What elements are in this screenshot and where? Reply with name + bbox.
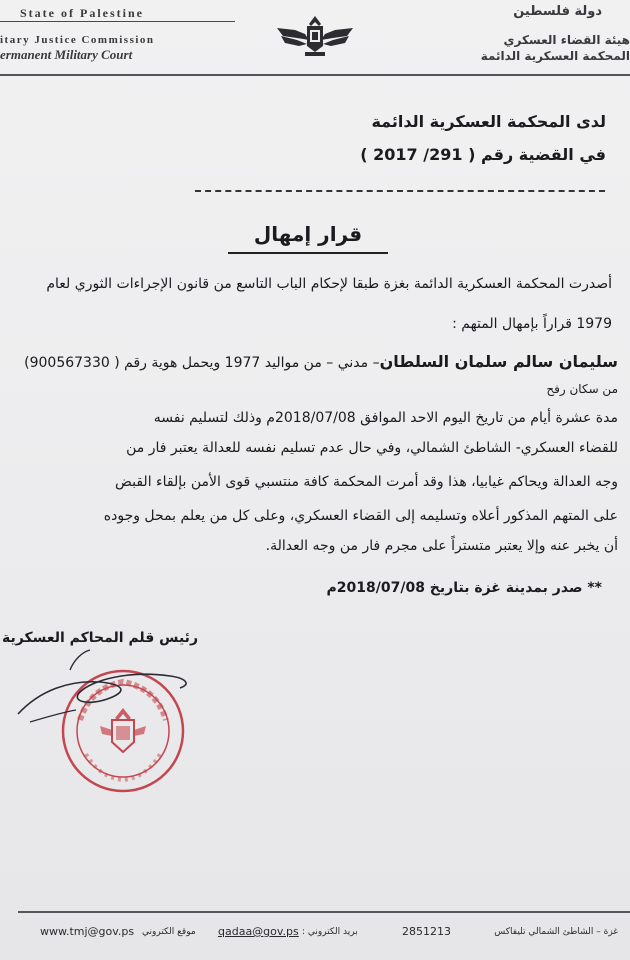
header-arabic	[400, 4, 630, 63]
palestine-eagle-emblem-icon	[275, 10, 355, 58]
body-line-7: للقضاء العسكري- الشاطئ الشمالي، وفي حال عدم تسليم نفسه للعدالة يعتبر فار من	[126, 440, 618, 456]
title-underline	[228, 252, 388, 254]
case-number: في القضية رقم ( 291/ 2017 )	[360, 145, 606, 164]
footer-divider	[18, 911, 630, 913]
issue-date: ** صدر بمدينة غزة بتاريخ 2018/07/08م	[326, 580, 602, 596]
footer-website-label: موقع الكتروني	[142, 927, 196, 937]
dashed-divider	[195, 190, 605, 192]
handwritten-signature-icon	[10, 640, 200, 740]
signer-title: رئيس قلم المحاكم العسكرية	[1, 630, 198, 646]
header-ar-commission: هيئة القضاء العسكري	[503, 33, 630, 47]
header-en-underline	[0, 21, 235, 22]
decision-title: قرار إمهال	[253, 222, 363, 246]
footer-fax: 2851213	[402, 925, 451, 938]
body-line-2: 1979 قراراً بإمهال المتهم :	[452, 316, 612, 332]
header-ar-court: المحكمة العسكرية الدائمة	[480, 49, 630, 63]
accused-line	[24, 352, 618, 371]
footer-address: غزة – الشاطئ الشمالي تليفاكس	[494, 927, 618, 937]
body-line-8: وجه العدالة ويحاكم غيابيا، هذا وقد أمرت المحكمة كافة منتسبي قوى الأمن بإلقاء القبض	[114, 474, 618, 490]
footer-email-label: بريد الكتروني :	[302, 927, 358, 937]
header-en-commission: itary Justice Commission	[0, 34, 155, 46]
body-line-6: مدة عشرة أيام من تاريخ اليوم الاحد الموافق 2018/07/08م وذلك لتسليم نفسه	[153, 410, 618, 426]
header-english	[0, 6, 250, 63]
header-ar-state: دولة فلسطين	[513, 4, 602, 19]
body-line-10: أن يخبر عنه وإلا يعتبر متستراً على مجرم فار من وجه العدالة.	[265, 538, 618, 554]
accused-name: سليمان سالم سلمان السلطان	[379, 352, 618, 371]
footer-email[interactable]: qadaa@gov.ps	[218, 925, 299, 938]
accused-details: – مدني – من مواليد 1977 ويحمل هوية رقم ( 900567330)	[24, 355, 380, 371]
court-name: لدى المحكمة العسكرية الدائمة	[371, 112, 606, 131]
accused-residence: من سكان رفح	[546, 382, 618, 396]
body-line-9: على المتهم المذكور أعلاه وتسليمه إلى القضاء العسكري، وعلى كل من يعلم بمحل وجوده	[103, 508, 618, 524]
header-en-court: ermanent Military Court	[0, 47, 133, 62]
footer-website[interactable]: www.tmj@gov.ps	[40, 925, 135, 938]
header-divider	[0, 74, 630, 76]
header-en-state: State of Palestine	[20, 6, 144, 20]
body-line-1: أصدرت المحكمة العسكرية الدائمة بغزة طبقا لإحكام الباب التاسع من قانون الإجراءات الثوري لعام	[46, 276, 612, 292]
